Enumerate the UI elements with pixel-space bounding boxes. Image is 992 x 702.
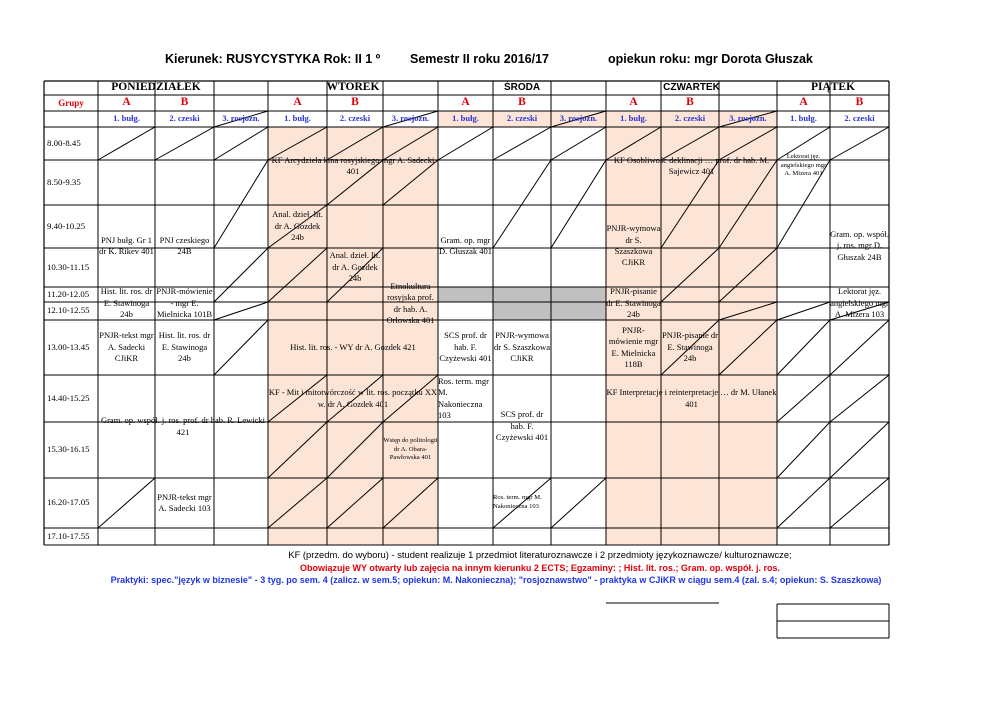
empty-slot-diagonal (98, 478, 155, 528)
day-sroda (438, 81, 606, 95)
wt-wstep (383, 422, 438, 478)
sub-czeski-1 (327, 111, 383, 127)
time-8-text: 15.30-16.15 (47, 444, 90, 455)
time-3-text: 10.30-11.15 (47, 261, 90, 272)
time-1-text: 8.50-9.35 (47, 176, 81, 187)
empty-slot-diagonal (214, 302, 268, 320)
time-8 (44, 422, 101, 478)
time-1 (44, 160, 101, 205)
wt-etnokultura (383, 280, 438, 325)
sub-bulg-3-text: 1. bułg. (620, 113, 647, 124)
group-a-3 (606, 95, 661, 111)
gray-block-b (551, 287, 606, 320)
empty-slot-diagonal (98, 127, 155, 160)
sub-bulg-1-text: 1. bułg. (284, 113, 311, 124)
footer-line3 (0, 573, 992, 587)
sub-rosjozn-3-text: 3. rosjozn. (729, 113, 767, 124)
group-a-4 (777, 95, 830, 111)
wt-kf-mit-text: KF - Mit i mitotwórczość w lit. ros. początku XX w. dr A. Gozdek 401 (268, 387, 438, 409)
cz-pnjr-pisanie-b (661, 320, 719, 375)
day-czwartek-text: CZWARTEK (663, 82, 720, 94)
sub-bulg-3 (606, 111, 661, 127)
time-7-text: 14.40-15.25 (47, 392, 90, 403)
sr-pnjr-wymowa (493, 320, 551, 375)
wt-kf-arcydziela-text: KF Arcydzieła kina rosyjskiego mgr A. Sadecki 401 (271, 154, 435, 176)
group-b-0 (155, 95, 214, 111)
pn-pnjr-tekst-a-text: PNJR-tekst mgr A. Sadecki CJiKR (99, 330, 154, 364)
day-piatek (777, 81, 889, 95)
day-poniedzialek-text: PONIEDZIAŁEK (111, 81, 201, 94)
sr-scs-b (493, 375, 551, 478)
sub-bulg-4 (777, 111, 830, 127)
empty-slot-diagonal (830, 127, 889, 160)
day-wtorek-text: WTOREK (326, 81, 380, 94)
cz-kf-interpretacje-text: KF Interpretacje i reinterpretacje … dr M. Ułanek 401 (606, 387, 777, 409)
sr-scs-a (438, 320, 493, 375)
sr-ros-term-b-text: Ros. term. mgr M. Nakonieczna 103 (493, 494, 542, 510)
empty-slot-diagonal (214, 248, 268, 302)
group-b-1-text: B (351, 96, 359, 109)
cz-pnjr-pisanie-text: PNJR-pisanie dr E. Stawinoga 24b (606, 286, 661, 320)
pt-lektorat-a-text: Lektorat jęz. angielskiego mgr A. Mizera 401 (780, 152, 827, 178)
sr-scs-a-text: SCS prof. dr hab. F. Czyżewski 401 (439, 330, 492, 364)
gray-block-c (438, 287, 493, 302)
wt-wstep-text: Wstęp do politologii dr A. Obara-Pawłowska 401 (383, 436, 438, 462)
wt-hist-lit-wy (268, 320, 438, 375)
wt-anal-b-text: Anal. dzieł. lit. dr A. Gozdek 24b (329, 250, 381, 284)
wt-anal-a-text: Anal. dzieł. lit. dr A. Gozdek 24b (272, 209, 323, 243)
sub-bulg-0-text: 1. bułg. (113, 113, 140, 124)
time-2-text: 9.40-10.25 (47, 220, 86, 231)
group-a-3-text: A (629, 96, 638, 109)
wt-kf-arcydziela (268, 127, 438, 205)
pn-gram-op-text: Gram. op. współ. j. ros. prof. dr hab. R. Lewicki 421 (100, 415, 266, 437)
pt-gram-op-text: Gram. op. współ. j. ros. mgr D. Głuszak 24B (830, 228, 889, 262)
pn-gram-op (98, 375, 268, 478)
pn-pnj-czeski-text: PNJ czeskiego 24B (159, 234, 210, 256)
time-6-text: 13.00-13.45 (47, 341, 90, 352)
pn-pnjr-tekst-b-text: PNJR-tekst mgr A. Sadecki 103 (157, 491, 212, 513)
group-b-3 (661, 95, 719, 111)
pn-pnjr-tekst-b (155, 478, 214, 528)
pn-hist-lit-b-text: Hist. lit. ros. dr E. Stawinoga 24b (158, 330, 211, 364)
sub-bulg-1 (268, 111, 327, 127)
time-4-text: 11.20-12.05 (47, 288, 90, 299)
sub-bulg-2-text: 1. bułg. (452, 113, 479, 124)
cz-pnjr-wymowa (606, 205, 661, 287)
pn-pnjr-mowienie-text: PNJR-mówienie - mgr E. Mielnicka 101B (156, 286, 213, 320)
pt-lektorat-b-text: Lektorat jęz. angielskiego mgr A. Mizera 103 (830, 286, 889, 320)
empty-slot-diagonal (777, 478, 830, 528)
cz-pnjr-mowienie (606, 320, 661, 375)
sub-bulg-4-text: 1. bułg. (790, 113, 817, 124)
sub-rosjozn-1 (383, 111, 438, 127)
time-3 (44, 248, 101, 287)
sub-czeski-4-text: 2. czeski (844, 113, 875, 124)
sub-bulg-0 (98, 111, 155, 127)
footer-line2-text: Obowiązuje WY otwarty lub zajęcia na innym kierunku 2 ECTS; Egzaminy: ; Hist. lit. ros.; Gram. op. współ. j. ros. (300, 562, 780, 573)
sr-scs-b-text: SCS prof. dr hab. F. Czyżewski 401 (495, 409, 549, 443)
pn-pnj-bulg-text: PNJ bułg. Gr 1 dr K. Rikev 401 (99, 234, 154, 256)
cz-kf-interpretacje (606, 375, 777, 422)
day-piatek-text: PIĄTEK (810, 81, 856, 94)
day-wtorek (268, 81, 438, 95)
sub-rosjozn-2 (551, 111, 606, 127)
group-b-1 (327, 95, 383, 111)
day-czwartek (606, 81, 777, 95)
title-kierunek-text: Kierunek: RUSYCYSTYKA Rok: II 1 º (165, 52, 381, 67)
time-0 (44, 127, 101, 160)
title-semestr-text: Semestr II roku 2016/17 (410, 52, 549, 67)
sub-czeski-1-text: 2. czeski (339, 113, 371, 124)
sr-ros-term-a-text: Ros. term. mgr M. Nakonieczna 103 (438, 375, 489, 420)
time-7 (44, 375, 101, 422)
empty-slot-diagonal (830, 478, 889, 528)
pn-pnjr-tekst-a (98, 320, 155, 375)
sub-bulg-2 (438, 111, 493, 127)
wt-etnokultura-text: Etnokultura rosyjska prof. dr hab. A. Orłowska 401 (386, 280, 435, 325)
sub-rosjozn-0-text: 3. rosjozn. (222, 113, 260, 124)
empty-slot-diagonal (777, 422, 830, 478)
pt-gram-op (830, 205, 889, 287)
group-b-3-text: B (686, 96, 694, 109)
wt-kf-mit (268, 375, 438, 422)
cz-kf-osobliwosc (606, 127, 777, 205)
sub-czeski-2 (493, 111, 551, 127)
sub-czeski-0-text: 2. czeski (169, 113, 200, 124)
title-semestr (410, 52, 600, 68)
pn-pnj-czeski (155, 205, 214, 287)
sub-czeski-3 (661, 111, 719, 127)
cz-pnjr-wymowa-text: PNJR-wymowa dr S. Szaszkowa CJiKR (606, 223, 661, 268)
wt-hist-lit-wy-text: Hist. lit. ros. - WY dr A. Gozdek 421 (290, 341, 416, 352)
sub-czeski-2-text: 2. czeski (506, 113, 538, 124)
group-a-0 (98, 95, 155, 111)
empty-slot-diagonal (214, 160, 268, 248)
time-9-text: 16.20-17.05 (47, 497, 90, 508)
sr-ros-term-a (438, 375, 493, 422)
pn-hist-lit (98, 287, 155, 320)
time-9 (44, 478, 101, 528)
group-a-1 (268, 95, 327, 111)
cz-pnjr-mowienie-text: PNJR-mówienie mgr E. Mielnicka 118B (608, 324, 659, 369)
footer-line1-text: KF (przedm. do wyboru) - student realizuje 1 przedmiot literaturoznawcze i 2 przedmioty językoznawcze/ kulturoznawcze; (288, 548, 792, 560)
group-a-0-text: A (122, 96, 131, 109)
time-6 (44, 320, 101, 375)
footer-line1 (200, 548, 880, 562)
cz-kf-osobliwosc-text: KF Osobliwośc deklinacji … prof. dr hab. M. Sajewicz 401 (613, 154, 770, 176)
sr-gram-op-text: Gram. op. mgr D. Głuszak 401 (438, 234, 493, 256)
pn-pnj-bulg (98, 205, 155, 287)
group-b-2 (493, 95, 551, 111)
wt-anal-a (268, 205, 327, 248)
day-poniedzialek (44, 81, 268, 95)
pn-pnjr-mowienie (155, 287, 214, 320)
empty-slot-diagonal (493, 127, 551, 160)
empty-slot-diagonal (214, 320, 268, 375)
sr-pnjr-wymowa-text: PNJR-wymowa dr S. Szaszkowa CJiKR (494, 330, 550, 364)
group-b-4-text: B (855, 96, 864, 109)
empty-slot-diagonal (551, 127, 606, 160)
time-0-text: 8.00-8.45 (47, 137, 81, 148)
pn-hist-lit-text: Hist. lit. ros. dr E. Stawinoga 24b (100, 286, 153, 320)
gray-block-a (493, 287, 551, 320)
sub-rosjozn-0 (214, 111, 268, 127)
group-a-2 (438, 95, 493, 111)
sub-rosjozn-3 (719, 111, 777, 127)
group-a-1-text: A (293, 96, 302, 109)
sub-czeski-4 (830, 111, 889, 127)
pt-lektorat-a (777, 127, 830, 205)
time-10 (44, 528, 101, 545)
title-opiekun (608, 52, 880, 68)
time-5 (44, 302, 101, 320)
empty-slot-diagonal (438, 127, 493, 160)
title-kierunek (165, 52, 420, 68)
time-10-text: 17.10-17.55 (47, 530, 90, 541)
groups-label (44, 95, 98, 111)
empty-slot-diagonal (493, 160, 551, 248)
cz-pnjr-pisanie-b-text: PNJR-pisanie dr E. Stawinoga 24b (662, 330, 718, 364)
pt-lektorat-b (830, 287, 889, 320)
groups-label-text: Grupy (58, 97, 84, 108)
time-2 (44, 205, 101, 248)
wt-anal-b (327, 248, 383, 287)
sr-ros-term-b (493, 478, 551, 528)
group-b-4 (830, 95, 889, 111)
group-a-4-text: A (799, 96, 808, 109)
time-5-text: 12.10-12.55 (47, 305, 90, 316)
footer-line3-text: Praktyki: spec."język w biznesie" - 3 tyg. po sem. 4 (zalicz. w sem.5; opiekun: M. Nakonieczna); "rosjoznawstwo" - praktyka w CJiKR w ciągu sem.4 (zal. s.4; opiekun: S. Szaszkowa) (110, 574, 882, 585)
pn-hist-lit-b (155, 320, 214, 375)
group-b-0-text: B (180, 96, 189, 109)
empty-slot-diagonal (830, 422, 889, 478)
cz-pnjr-pisanie (606, 287, 661, 320)
sub-czeski-0 (155, 111, 214, 127)
empty-slot-diagonal (830, 320, 889, 375)
sub-czeski-3-text: 2. czeski (674, 113, 706, 124)
empty-slot-diagonal (551, 478, 606, 528)
empty-slot-diagonal (830, 375, 889, 422)
sub-rosjozn-2-text: 3. rosjozn. (559, 113, 598, 124)
sub-rosjozn-1-text: 3. rosjozn. (391, 113, 430, 124)
empty-slot-diagonal (155, 127, 214, 160)
empty-slot-diagonal (777, 320, 830, 375)
empty-slot-diagonal (777, 302, 830, 320)
time-4 (44, 287, 101, 302)
sr-gram-op (438, 205, 493, 287)
group-a-2-text: A (461, 96, 470, 109)
empty-slot-diagonal (214, 127, 268, 160)
empty-slot-diagonal (551, 160, 606, 248)
empty-slot-diagonal (777, 375, 830, 422)
day-sroda-text: ŚRODA (503, 82, 541, 94)
group-b-2-text: B (518, 96, 526, 109)
title-opiekun-text: opiekun roku: mgr Dorota Głuszak (608, 52, 813, 67)
